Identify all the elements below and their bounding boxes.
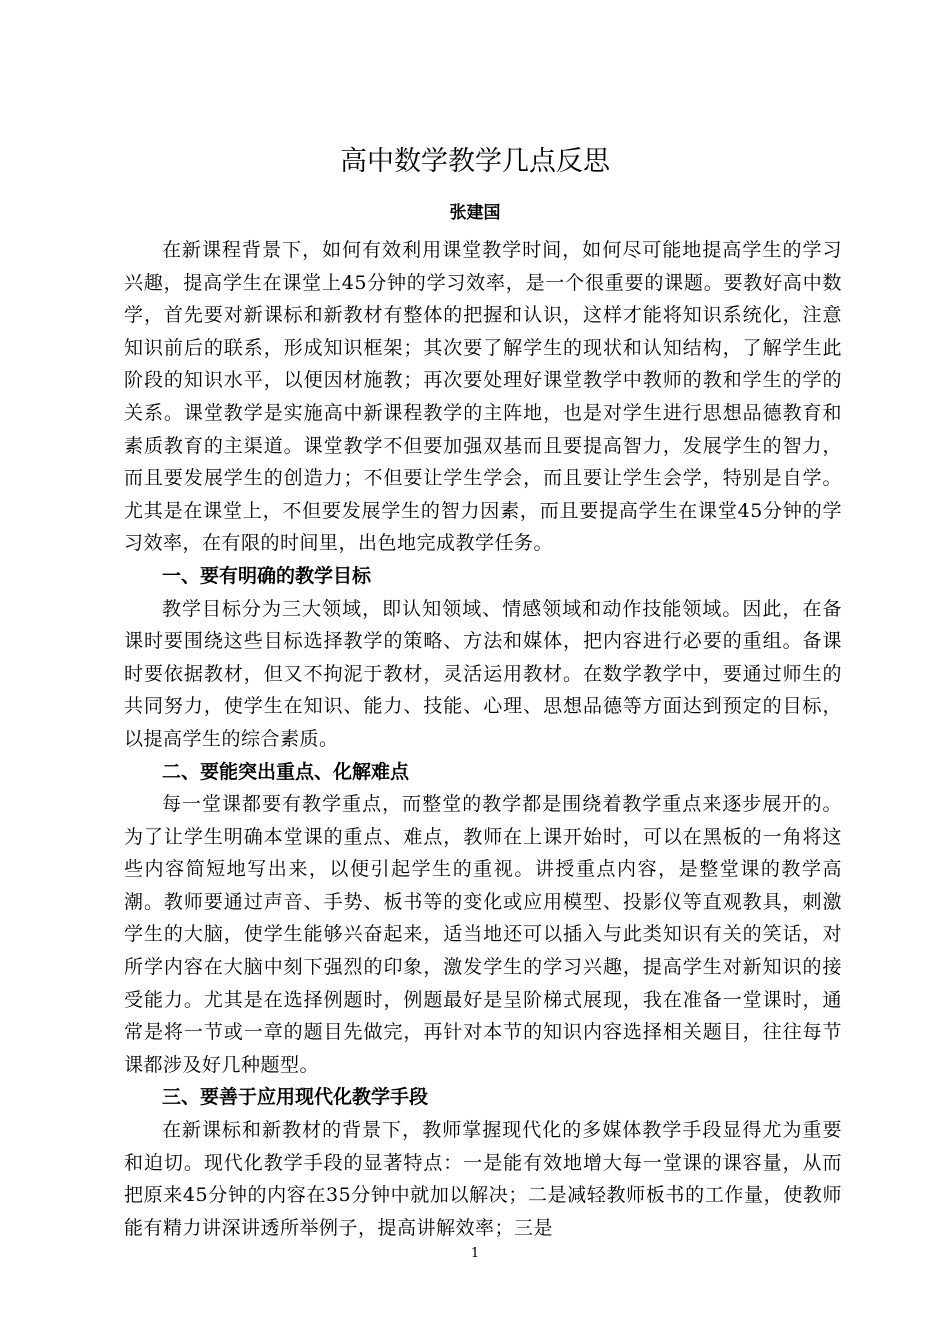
section-paragraph-3: 在新课标和新教材的背景下，教师掌握现代化的多媒体教学手段显得尤为重要和迫切。现代化教学手段的显著特点：一是能有效地增大每一堂课的课容量，从而把原来45分钟的内容在35分钟中就加以解决；二是减轻教师板书的工作量，使教师能有精力讲深讲透所举例子，提高讲解效率；三是 <box>124 1119 842 1239</box>
intro-paragraph: 在新课程背景下，如何有效利用课堂教学时间，如何尽可能地提高学生的学习兴趣，提高学生在课堂上45分钟的学习效率，是一个很重要的课题。要教好高中数学，首先要对新课标和新教材有整体的把握和认识，这样才能将知识系统化，注意知识前后的联系，形成知识框架；其次要了解学生的现状和认知结构，了解学生此阶段的知识水平，以便因材施教；再次要处理好课堂教学中教师的教和学生的学的关系。课堂教学是实施高中新课程教学的主阵地，也是对学生进行思想品德教育和素质教育的主渠道。课堂教学不但要加强双基而且要提高智力，发展学生的智力，而且要发展学生的创造力；不但要让学生学会，而且要让学生会学，特别是自学。尤其是在课堂上，不但要发展学生的智力因素，而且要提高学生在课堂45分钟的学习效率，在有限的时间里，出色地完成教学任务。 <box>124 239 842 555</box>
section-heading-2: 二、要能突出重点、化解难点 <box>162 760 410 783</box>
section-paragraph-1: 教学目标分为三大领域，即认知领域、情感领域和动作技能领域。因此，在备课时要围绕这些目标选择教学的策略、方法和媒体，把内容进行必要的重组。备课时要依据教材，但又不拘泥于教材，灵活运用教材。在数学教学中，要通过师生的共同努力，使学生在知识、能力、技能、心理、思想品德等方面达到预定的目标，以提高学生的综合素质。 <box>124 597 842 750</box>
section-paragraph-2: 每一堂课都要有教学重点，而整堂的教学都是围绕着教学重点来逐步展开的。为了让学生明确本堂课的重点、难点，教师在上课开始时，可以在黑板的一角将这些内容简短地写出来，以便引起学生的重视。讲授重点内容，是整堂课的教学高潮。教师要通过声音、手势、板书等的变化或应用模型、投影仪等直观教具，刺激学生的大脑，使学生能够兴奋起来，适当地还可以插入与此类知识有关的笑话，对所学内容在大脑中刻下强烈的印象，激发学生的学习兴趣，提高学生对新知识的接受能力。尤其是在选择例题时，例题最好是呈阶梯式展现，我在准备一堂课时，通常是将一节或一章的题目先做完，再针对本节的知识内容选择相关题目，往往每节课都涉及好几种题型。 <box>124 793 842 1076</box>
section-heading-3: 三、要善于应用现代化教学手段 <box>162 1086 429 1109</box>
article-body <box>124 234 842 1244</box>
page-number: 1 <box>470 1246 480 1261</box>
author-name: 张建国 <box>449 203 501 223</box>
section-heading-1: 一、要有明确的教学目标 <box>162 564 372 587</box>
page-title: 高中数学教学几点反思 <box>340 146 610 177</box>
